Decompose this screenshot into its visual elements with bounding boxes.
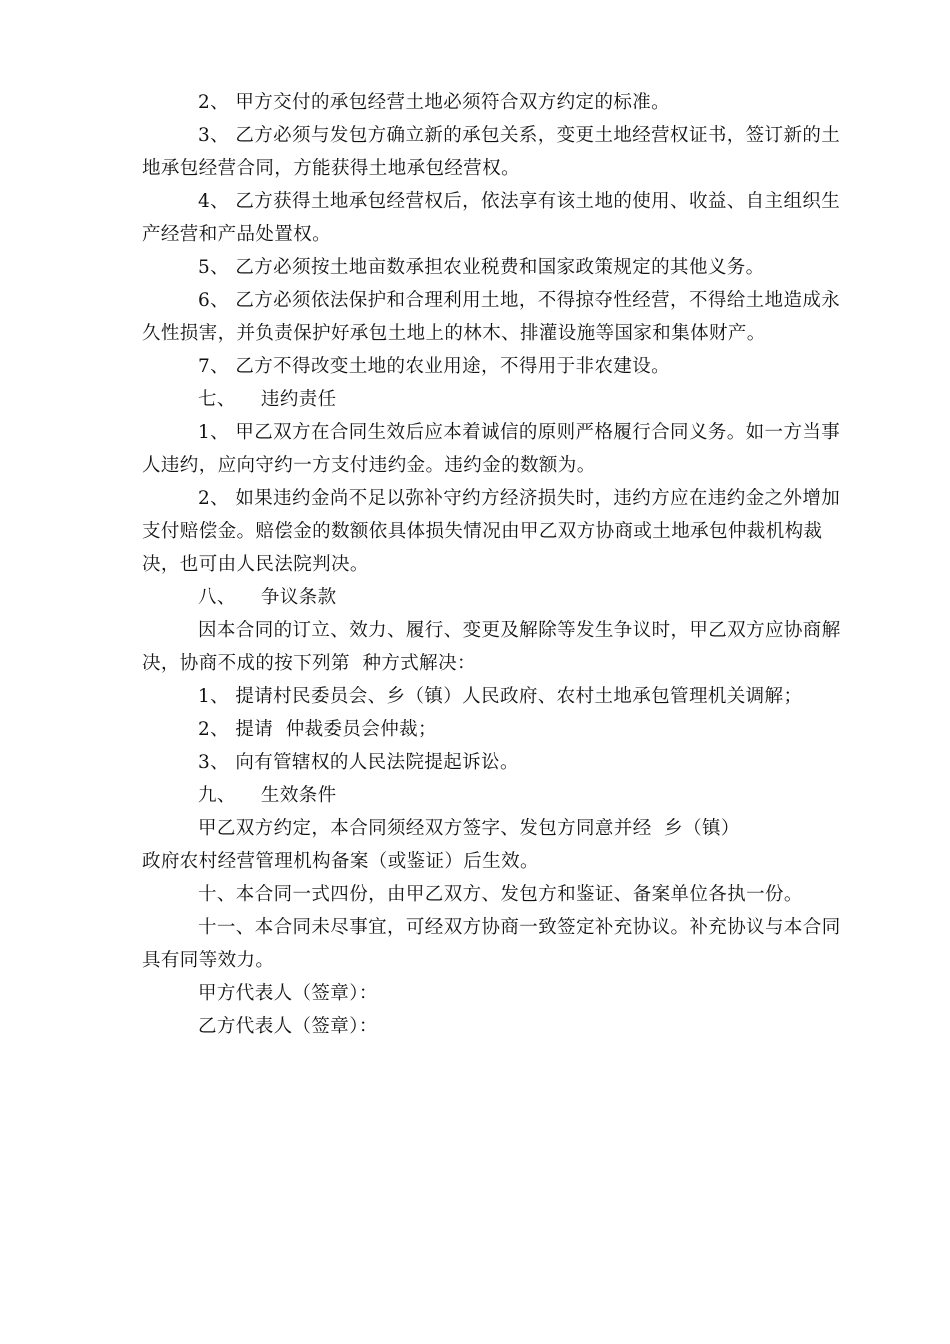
clause-6-7: 7、 乙方不得改变土地的农业用途，不得用于非农建设。 [198,356,671,377]
section-11-text: 十一、本合同未尽事宜，可经双方协商一致签定补充协议。补充协议与本合同具有同等效力。 [142,917,841,971]
clause-6-3: 3、 乙方必须与发包方确立新的承包关系，变更土地经营权证书，签订新的土地承包经营合同，方能获得土地承包经营权。 [142,125,841,179]
section-8-heading: 八、 争议条款 [198,587,337,608]
clause-6-2: 2、 甲方交付的承包经营土地必须符合双方约定的标准。 [198,92,671,113]
section-8-intro: 因本合同的订立、效力、履行、变更及解除等发生争议时，甲乙双方应协商解决，协商不成的按下列第 种方式解决： [142,620,841,674]
section-9-heading: 九、 生效条件 [198,785,337,806]
section-9-text-line1: 甲乙双方约定，本合同须经双方签字、发包方同意并经 乡（镇） [198,818,740,839]
clause-7-2: 2、 如果违约金尚不足以弥补守约方经济损失时，违约方应在违约金之外增加支付赔偿金。赔偿金的数额依具体损失情况由甲乙双方协商或土地承包仲裁机构裁决，也可由人民法院判决。 [142,488,841,575]
document-body [142,86,842,1043]
clause-7-1: 1、 甲乙双方在合同生效后应本着诚信的原则严格履行合同义务。如一方当事人违约，应向守约一方支付违约金。违约金的数额为。 [142,422,841,476]
clause-6-4: 4、 乙方获得土地承包经营权后，依法享有该土地的使用、收益、自主组织生产经营和产品处置权。 [142,191,841,245]
party-b-signature-line: 乙方代表人（签章）： [198,1016,378,1037]
section-10-text: 十、本合同一式四份，由甲乙双方、发包方和鉴证、备案单位各执一份。 [198,884,803,905]
clause-8-3: 3、 向有管辖权的人民法院提起诉讼。 [198,752,519,773]
section-9-text-line2: 政府农村经营管理机构备案（或鉴证）后生效。 [142,851,539,872]
clause-8-1: 1、 提请村民委员会、乡（镇）人民政府、农村土地承包管理机关调解； [198,686,803,707]
section-7-heading: 七、 违约责任 [198,389,337,410]
clause-6-5: 5、 乙方必须按土地亩数承担农业税费和国家政策规定的其他义务。 [198,257,765,278]
clause-6-6: 6、 乙方必须依法保护和合理利用土地，不得掠夺性经营，不得给土地造成永久性损害，并负责保护好承包土地上的林木、排灌设施等国家和集体财产。 [142,290,841,344]
clause-8-2: 2、 提请 仲裁委员会仲裁； [198,719,437,740]
party-a-signature-line: 甲方代表人（签章）： [198,983,378,1004]
